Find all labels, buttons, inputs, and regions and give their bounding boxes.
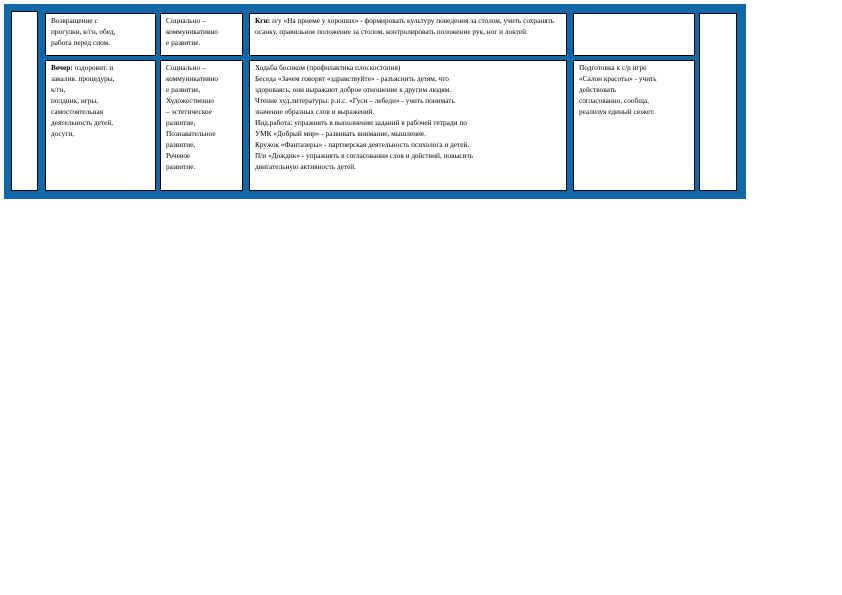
row2-area-line: Речевое — [166, 151, 191, 160]
row2-content-line: Инд.работа: упражнять в выполнении заданий в рабочей тетради по — [255, 118, 467, 127]
row1-area-cell — [160, 13, 243, 56]
row2-activity-line: досуги, — [51, 129, 75, 138]
row2-area-cell — [160, 60, 243, 191]
row2-content-line: Беседа «Зачем говорят «здравствуйте» - разъяснить детям, что — [255, 74, 449, 83]
row2-activity-cell — [45, 60, 156, 191]
row2-area-line: Социально – — [166, 63, 206, 72]
row2-area-line: развитие, — [166, 140, 196, 149]
row2-activity-line — [51, 62, 152, 73]
row2-content-line: значение образных слов и выражений. — [255, 107, 375, 116]
row2-area-line: развитие, — [166, 118, 196, 127]
row1-activity-line: работа перед сном. — [51, 38, 111, 47]
row2-area-line: Познавательное — [166, 129, 216, 138]
row1-activity-cell — [45, 13, 156, 56]
row2-area-line: – эстетическое — [166, 107, 212, 116]
row2-content-line: Чтение худ.литературы: р.н.с. «Гуси – лебеди» - учить понимать — [255, 96, 455, 105]
row2-activity-line: закалив. процедуры, — [51, 74, 115, 83]
row1-content-bold: Кгн: — [255, 16, 271, 25]
row1-content-cell — [249, 13, 567, 56]
row1-activity-line: прогулки, к/гн, обед, — [51, 27, 116, 36]
row2-activity-line: самостоятельная — [51, 107, 104, 116]
row2-content-line: здороваясь, они выражают доброе отношение к другим людям. — [255, 85, 452, 94]
right-margin-cell — [699, 13, 737, 191]
row1-area-line: коммуникативно — [166, 27, 218, 36]
row2-activity-line: к/гн, — [51, 85, 66, 94]
row1-environment-cell — [573, 13, 695, 56]
row2-area-line: коммуникативно — [166, 74, 218, 83]
row2-environment-cell — [573, 60, 695, 191]
row2-content-cell — [249, 60, 567, 191]
row2-environment-line: реализуя единый сюжет. — [579, 107, 655, 116]
left-margin-cell — [11, 11, 38, 191]
row2-area-line: развитие. — [166, 162, 196, 171]
row2-activity-line: полдник, игры, — [51, 96, 99, 105]
row2-content-line: УМК «Добрый мир» - развивать внимание, мышление. — [255, 129, 427, 138]
row2-content-line: двигательную активность детей. — [255, 162, 356, 171]
row2-environment-line: Подготовка к с/р игре — [579, 63, 647, 72]
row2-activity-first-rest: оздоровит. и — [72, 63, 114, 72]
row1-content-rest: н/у «На приеме у хороших» - формировать культуру поведения за столом, учить сохранять осанку, правильное положение за столом, контролировать положение рук, ног и локтей. — [255, 16, 555, 36]
row2-activity-bold: Вечер: — [51, 63, 73, 72]
row2-environment-line: действовать — [579, 85, 617, 94]
row2-area-line: е развитие, — [166, 85, 201, 94]
schedule-table — [4, 4, 746, 199]
row1-content-text — [255, 15, 563, 37]
row2-content-line: П/и «Дождик» - упражнять в согласовании слов и действий, повысить — [255, 151, 474, 160]
row1-area-line: е развитие. — [166, 38, 201, 47]
row2-activity-line: деятельность детей, — [51, 118, 114, 127]
row1-activity-line: Возвращение с — [51, 16, 98, 25]
row2-environment-line: согласованно, сообща, — [579, 96, 649, 105]
row1-area-line: Социально – — [166, 16, 206, 25]
row2-area-line: Художественно — [166, 96, 214, 105]
row2-content-line: Ходьба босиком (профилактика плоскостопия) — [255, 63, 401, 72]
row2-content-line: Кружок «Фантазеры» - партнерская деятельность психолога и детей. — [255, 140, 470, 149]
row2-environment-line: «Салон красоты» - учить — [579, 74, 657, 83]
